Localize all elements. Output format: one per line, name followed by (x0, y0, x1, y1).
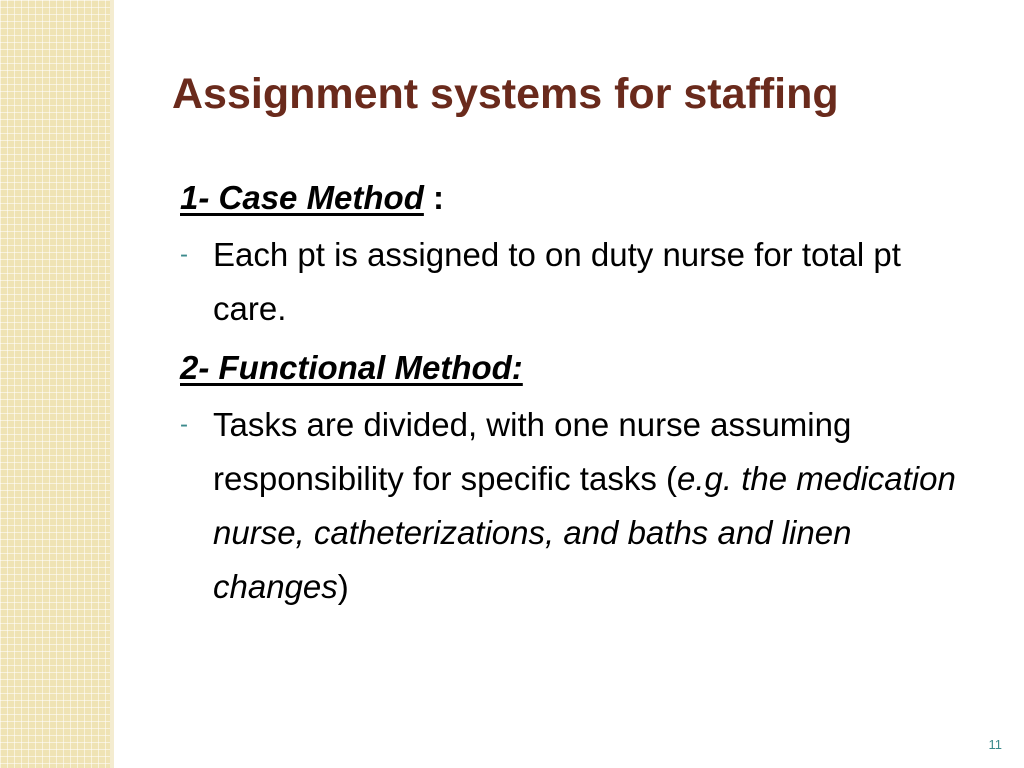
dash-bullet-icon: - (180, 241, 188, 268)
dash-bullet-icon: - (180, 411, 188, 438)
slide-title: Assignment systems for staffing (172, 70, 839, 118)
case-method-heading-text: 1- Case Method (180, 179, 424, 216)
section-heading-case-method (180, 172, 970, 224)
section-heading-functional-method (180, 342, 970, 394)
case-method-description: Each pt is assigned to on duty nurse for total pt care. (213, 236, 901, 327)
side-strip-edge (110, 0, 114, 768)
functional-method-description: Tasks are divided, with one nurse assuming responsibility for specific tasks (213, 406, 852, 497)
example-paren-open: ( (656, 460, 677, 497)
example-paren-close: ) (337, 568, 349, 605)
decorative-side-strip (0, 0, 110, 768)
functional-method-example: e.g. the medication nurse, catheterizations, and baths and linen changes (213, 460, 956, 605)
slide-content (180, 172, 970, 620)
case-method-bullet (180, 228, 970, 336)
functional-method-bullet (180, 398, 970, 614)
case-method-heading-colon: : (423, 179, 445, 216)
page-number: 11 (988, 737, 1002, 752)
functional-method-heading-text: 2- Functional Method: (180, 349, 523, 386)
